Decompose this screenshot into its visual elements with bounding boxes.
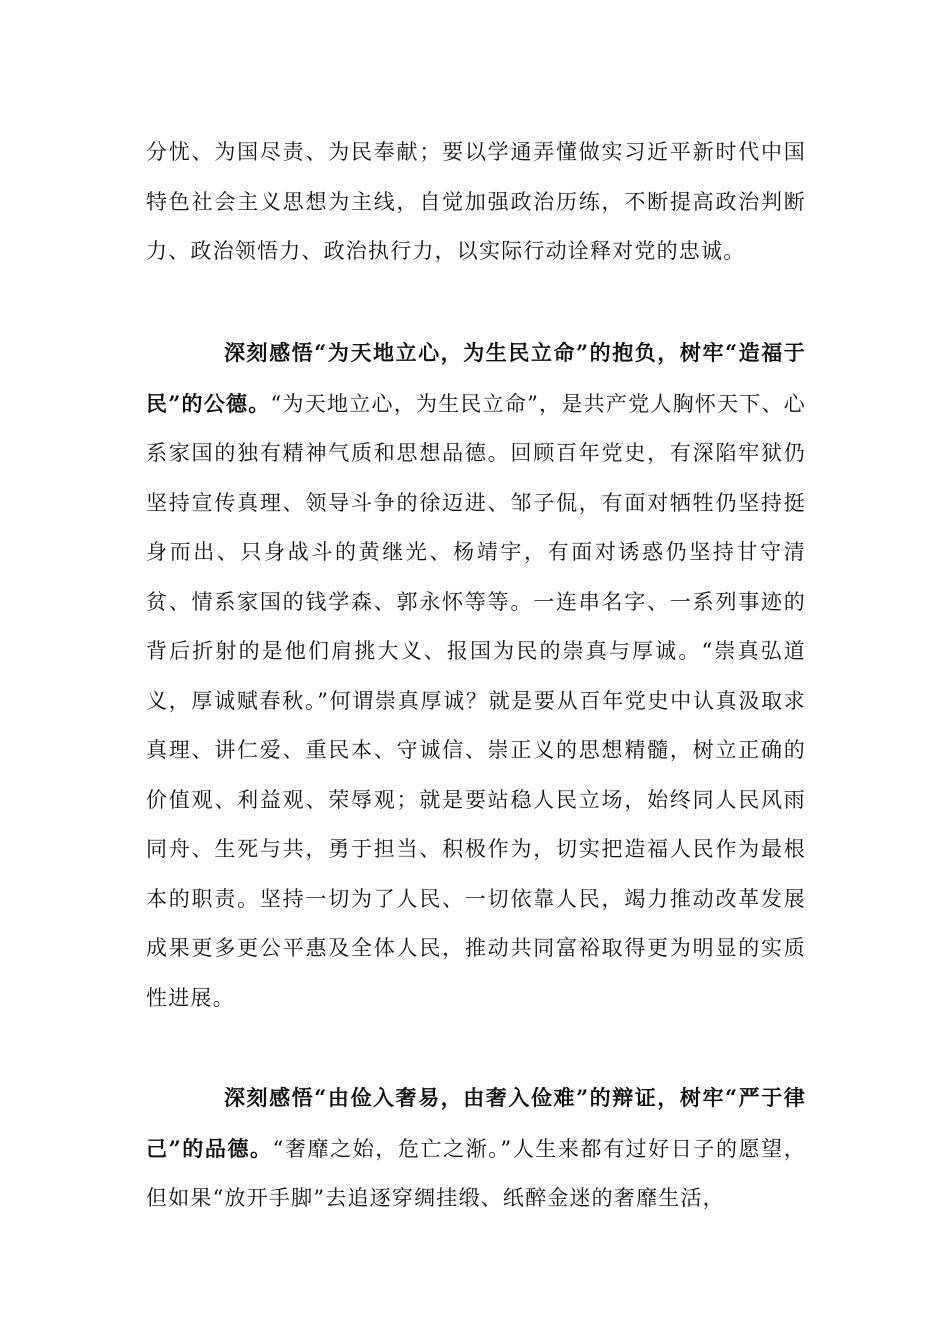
paragraph-body: “奢靡之始，危亡之渐。”人生来都有过好日子的愿望，但如果“放开手脚”去追逐穿绸挂缎、纸醉金迷的奢靡生活， xyxy=(146,1136,806,1210)
paragraph-continuation xyxy=(146,128,806,277)
paragraph-lead-heading: 深刻感悟“为天地立心，为生民立命”的抱负，树牢“造福于民”的公德。 xyxy=(146,340,806,416)
paragraph-lead-heading: 深刻感悟“由俭入奢易，由奢入俭难”的辩证，树牢“严于律己”的品德。 xyxy=(146,1085,806,1161)
paragraph-people-welfare xyxy=(146,328,806,1023)
paragraph-body: 分忧、为国尽责、为民奉献；要以学通弄懂做实习近平新时代中国特色社会主义思想为主线，自觉加强政治历练，不断提高政治判断力、政治领悟力、政治执行力，以实际行动诠释对党的忠诚。 xyxy=(146,140,806,263)
paragraph-self-discipline xyxy=(146,1073,806,1224)
paragraph-body: “为天地立心，为生民立命”，是共产党人胸怀天下、心系家国的独有精神气质和思想品德。回顾百年党史，有深陷牢狱仍坚持宣传真理、领导斗争的徐迈进、邹子侃，有面对牺牲仍坚持挺身而出、只身战斗的黄继光、杨靖宇，有面对诱惑仍坚持甘守清贫、情系家国的钱学森、郭永怀等等。一连串名字、一系列事迹的背后折射的是他们肩挑大义、报国为民的崇真与厚诚。“崇真弘道义，厚诚赋春秋。”何谓崇真厚诚？就是要从百年党史中认真汲取求真理、讲仁爱、重民本、守诚信、崇正义的思想精髓，树立正确的价值观、利益观、荣辱观；就是要站稳人民立场，始终同人民风雨同舟、生死与共，勇于担当、积极作为，切实把造福人民作为最根本的职责。坚持一切为了人民、一切依靠人民，竭力推动改革发展成果更多更公平惠及全体人民，推动共同富裕取得更为明显的实质性进展。 xyxy=(146,391,806,1010)
